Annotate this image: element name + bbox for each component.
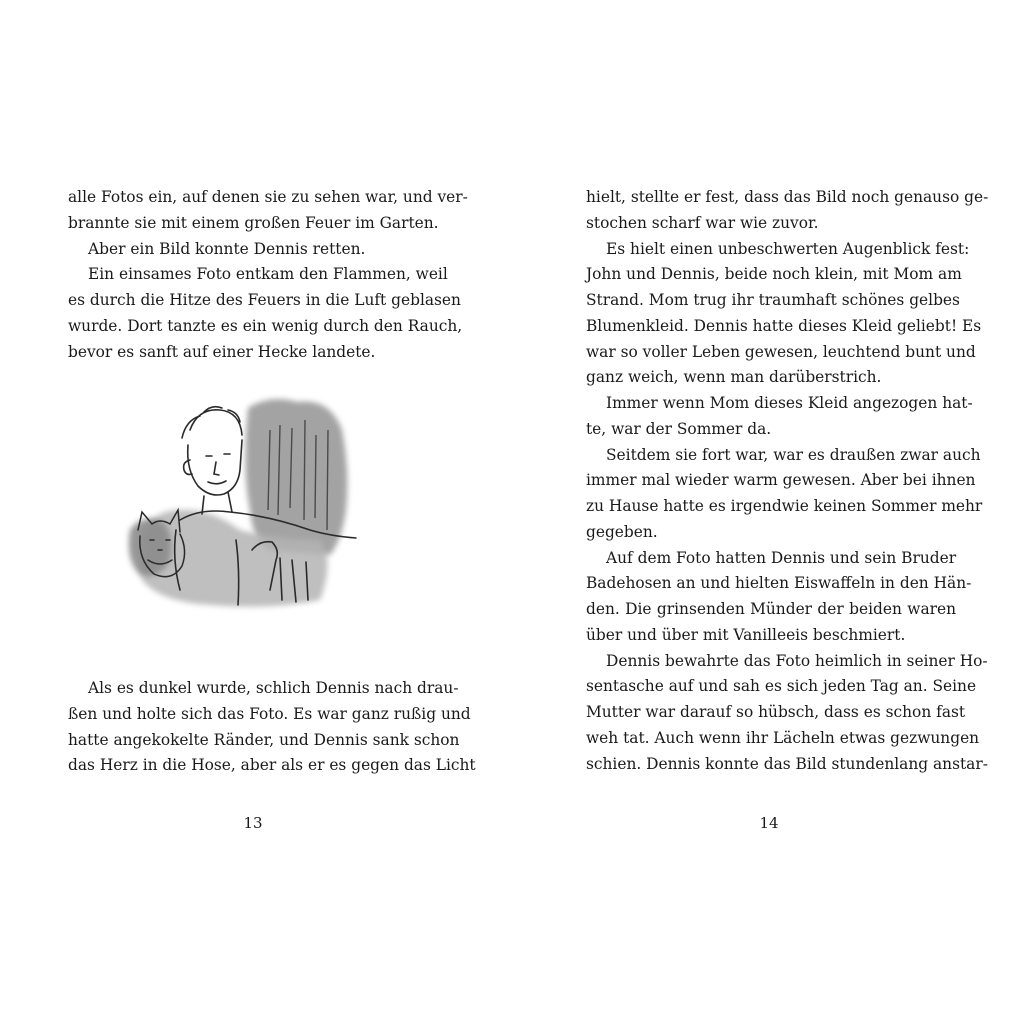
boy-with-cat-illustration	[120, 390, 370, 615]
text-line: Mutter war darauf so hübsch, dass es schon fast	[586, 703, 966, 721]
text-line: war so voller Leben gewesen, leuchtend bunt und	[586, 342, 976, 361]
text-line: Aber ein Bild konnte Dennis retten.	[88, 239, 366, 258]
text-line: immer mal wieder warm gewesen. Aber bei ihnen	[586, 471, 976, 490]
text-line: weh tat. Auch wenn ihr Lächeln etwas gezwungen	[586, 728, 980, 747]
text-line: den. Die grinsenden Münder der beiden waren	[586, 600, 956, 618]
page-number-left: 13	[243, 814, 263, 832]
text-line: ßen und holte sich das Foto. Es war ganz rußig und	[68, 704, 471, 723]
page-number-right: 14	[759, 814, 779, 832]
text-line: es durch die Hitze des Feuers in die Luft geblasen	[68, 291, 461, 309]
text-line: zu Hause hatte es irgendwie keinen Sommer mehr	[586, 497, 983, 515]
text-line: wurde. Dort tanzte es ein wenig durch den Rauch,	[68, 316, 463, 335]
text-line: Ein einsames Foto entkam den Flammen, weil	[88, 265, 448, 284]
text-line: te, war der Sommer da.	[586, 419, 772, 438]
right-text	[586, 185, 989, 777]
text-line: John und Dennis, beide noch klein, mit Mom am	[586, 265, 962, 284]
text-line: stochen scharf war wie zuvor.	[586, 213, 819, 232]
text-line: Dennis bewahrte das Foto heimlich in seiner Ho-	[606, 651, 988, 670]
right-page	[512, 0, 1024, 1024]
text-line: gegeben.	[586, 522, 658, 541]
text-line: Immer wenn Mom dieses Kleid angezogen hat-	[606, 394, 973, 412]
text-line: das Herz in die Hose, aber als er es gegen das Licht	[68, 756, 476, 775]
text-line: brannte sie mit einem großen Feuer im Garten.	[68, 213, 439, 232]
text-line: Auf dem Foto hatten Dennis und sein Bruder	[606, 548, 957, 567]
text-line: Es hielt einen unbeschwerten Augenblick fest:	[606, 239, 970, 258]
text-line: sentasche auf und sah es sich jeden Tag an. Seine	[586, 677, 977, 696]
text-line: Als es dunkel wurde, schlich Dennis nach drau-	[88, 679, 459, 697]
left-top-text	[68, 185, 468, 365]
text-line: schien. Dennis konnte das Bild stundenlang anstar-	[586, 754, 988, 773]
text-line: bevor es sanft auf einer Hecke landete.	[68, 342, 376, 361]
left-bottom-text	[68, 676, 476, 779]
text-line: ganz weich, wenn man darüberstrich.	[586, 368, 882, 387]
text-line: Blumenkleid. Dennis hatte dieses Kleid geliebt! Es	[586, 316, 982, 335]
text-line: Strand. Mom trug ihr traumhaft schönes gelbes	[586, 291, 960, 309]
text-line: über und über mit Vanilleeis beschmiert.	[586, 625, 906, 644]
text-line: Badehosen an und hielten Eiswaffeln in den Hän-	[586, 574, 972, 593]
text-line: alle Fotos ein, auf denen sie zu sehen war, und ver-	[68, 188, 468, 206]
text-line: hatte angekokelte Ränder, und Dennis sank schon	[68, 730, 460, 749]
text-line: hielt, stellte er fest, dass das Bild noch genauso ge-	[586, 188, 989, 206]
text-line: Seitdem sie fort war, war es draußen zwar auch	[606, 445, 981, 464]
